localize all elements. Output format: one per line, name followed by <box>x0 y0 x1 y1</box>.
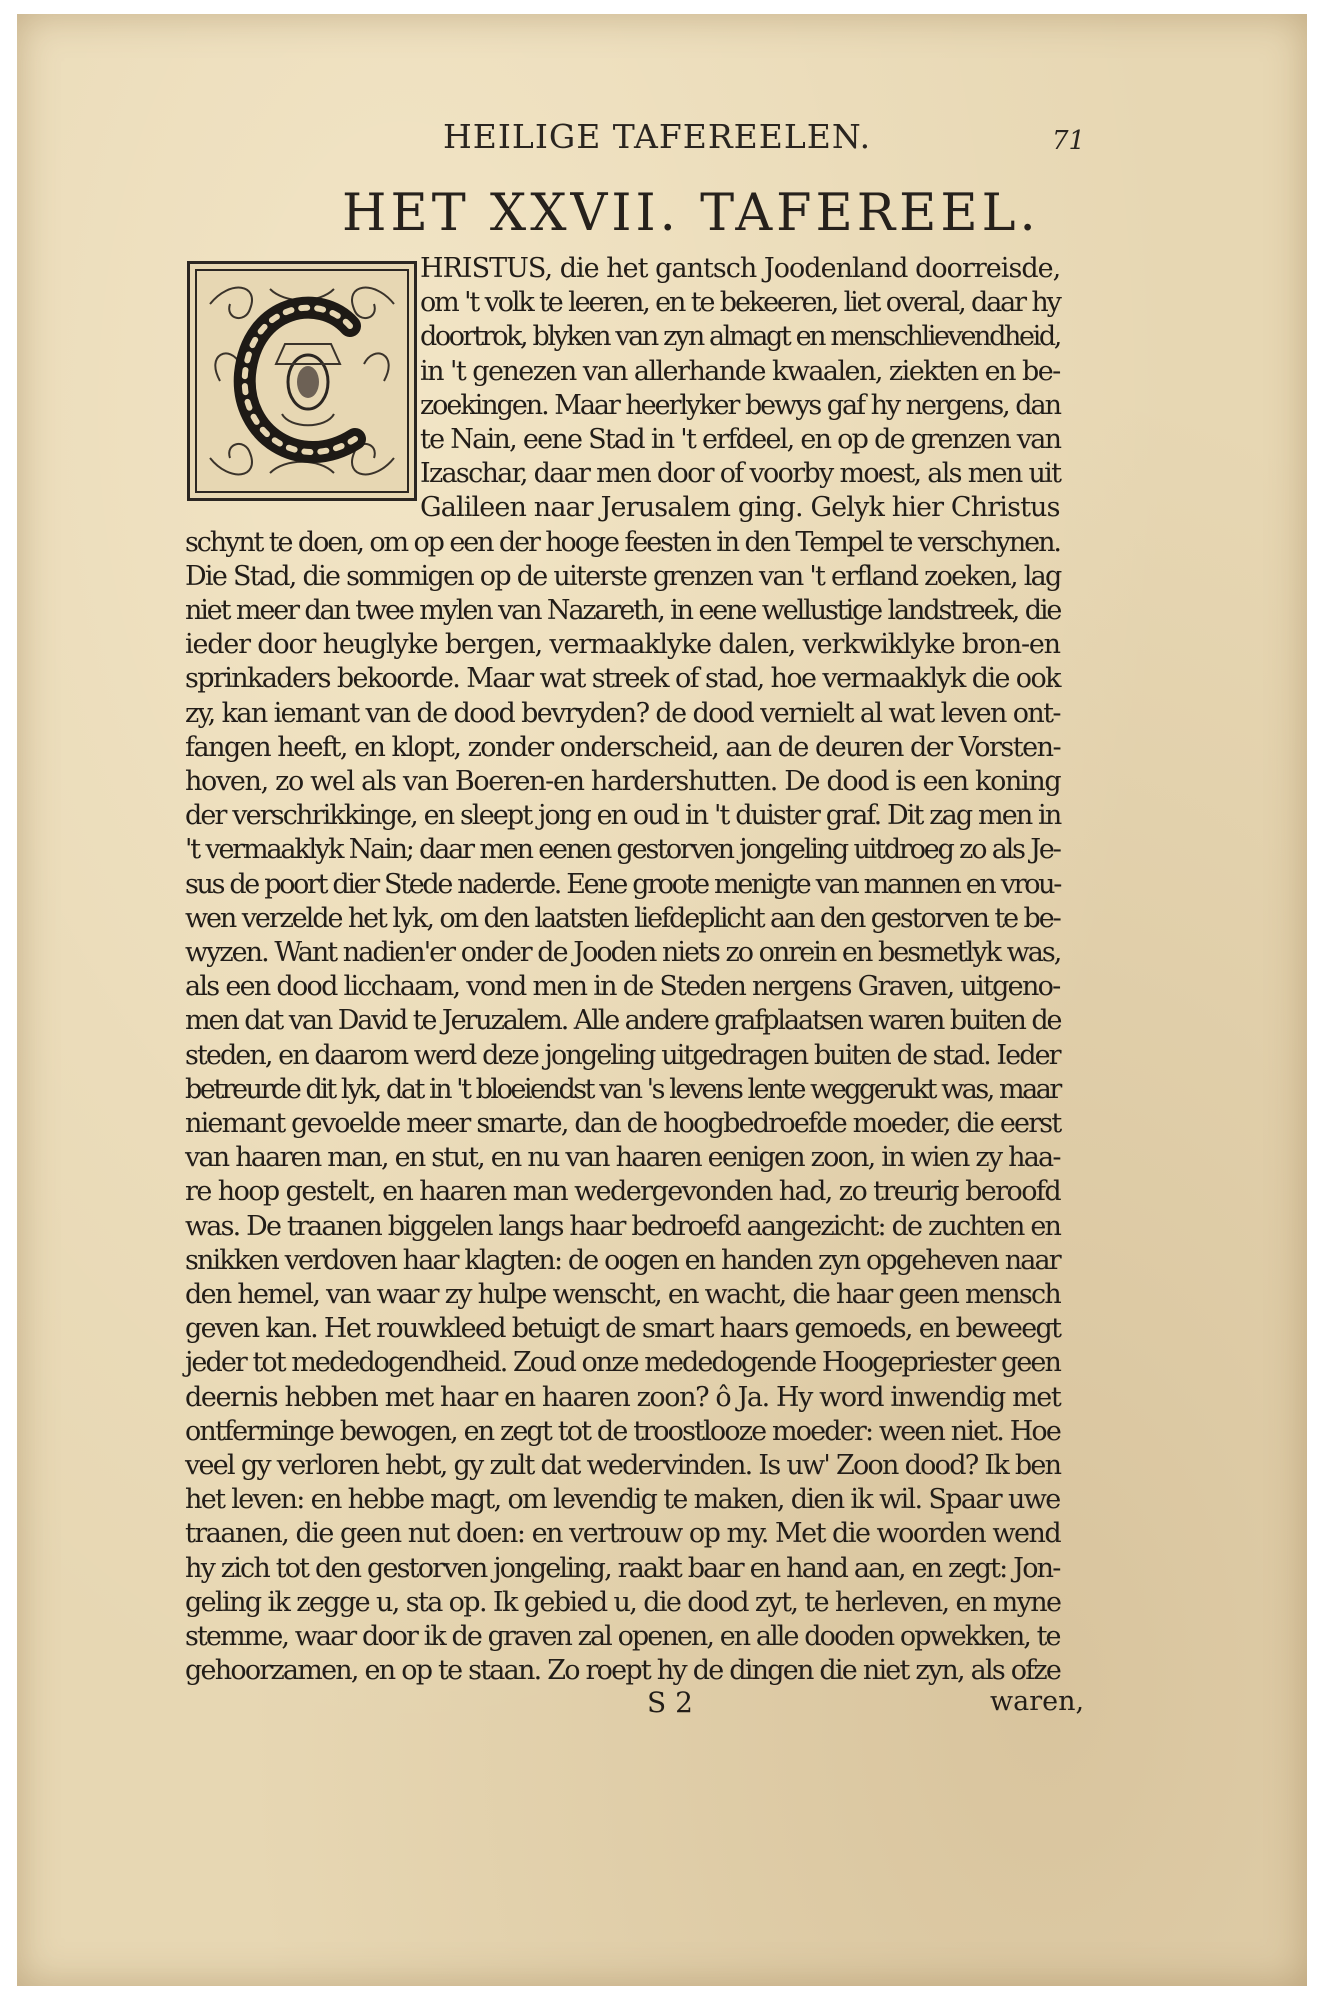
body-line: sus de poort dier Stede naderde. Eene groote menigte van mannen en vrou- <box>185 868 1060 900</box>
body-line: traanen, die geen nut doen: en vertrouw op my. Met die woorden wend <box>185 1518 1061 1550</box>
body-line: veel gy verloren hebt, gy zult dat wedervinden. Is uw' Zoon dood? Ik ben <box>185 1450 1061 1481</box>
body-line: van haaren man, en stut, en nu van haaren eenigen zoon, in wien zy haa- <box>185 1142 1060 1174</box>
body-line: stemme, waar door ik de graven zal openen, en alle dooden opwekken, te <box>185 1621 1060 1652</box>
body-line: ieder door heuglyke bergen, vermaaklyke dalen, verkwiklyke bron-en <box>185 629 1060 661</box>
body-line: betreurde dit lyk, dat in 't bloeiendst van 's levens lente weggerukt was, maar <box>185 1073 1060 1105</box>
initial-ornament-svg <box>190 264 414 498</box>
page-title: HET XXVII. TAFEREEL. <box>342 184 1040 243</box>
body-line: niemant gevoelde meer smarte, dan de hoogbedroefde moeder, die eerst <box>185 1108 1061 1139</box>
body-line: schynt te doen, om op een der hooge feesten in den Tempel te verschynen. <box>185 526 1060 558</box>
body-line: in 't genezen van allerhande kwaalen, ziekten en be- <box>420 355 1060 387</box>
signature-mark: S 2 <box>647 1686 693 1719</box>
body-line: niet meer dan twee mylen van Nazareth, in eene wellustige landstreek, die <box>185 595 1061 626</box>
body-line: doortrok, blyken van zyn almagt en menschlievendheid, <box>420 321 1060 353</box>
body-line: om 't volk te leeren, en te bekeeren, liet overal, daar hy <box>420 287 1060 319</box>
body-line: sprinkaders bekoorde. Maar wat streek of stad, hoe vermaaklyk die ook <box>185 663 1060 695</box>
body-line: ontferminge bewogen, en zegt tot de troostlooze moeder: ween niet. Hoe <box>185 1415 1060 1447</box>
body-line: Galileen naar Jerusalem ging. Gelyk hier Christus <box>420 492 1060 524</box>
body-line: was. De traanen biggelen langs haar bedroefd aangezicht: de zuchten en <box>185 1210 1061 1242</box>
ornamental-initial-C-icon <box>187 261 417 501</box>
body-line: men dat van David te Jeruzalem. Alle andere grafplaatsen waren buiten de <box>185 1005 1061 1037</box>
body-line: fangen heeft, en klopt, zonder onderscheid, aan de deuren der Vorsten- <box>185 731 1061 763</box>
body-line: te Nain, eene Stad in 't erfdeel, en op de grenzen van <box>420 424 1061 455</box>
body-line: HRISTUS, die het gantsch Joodenland doorreisde, <box>420 253 1061 284</box>
body-line: hy zich tot den gestorven jongeling, raakt baar en hand aan, en zegt: Jon- <box>185 1552 1060 1584</box>
body-line: hoven, zo wel als van Boeren-en hardershutten. De dood is een koning <box>185 766 1061 797</box>
catchword: waren, <box>990 1686 1085 1717</box>
body-line: geven kan. Het rouwkleed betuigt de smart haars gemoeds, en beweegt <box>185 1313 1061 1345</box>
body-line: Die Stad, die sommigen op de uiterste grenzen van 't erfland zoeken, lag <box>185 560 1061 592</box>
body-line: als een dood licchaam, vond men in de Steden nergens Graven, uitgeno- <box>185 971 1060 1003</box>
body-line: het leven: en hebbe magt, om levendig te maken, dien ik wil. Spaar uwe <box>185 1484 1060 1516</box>
body-line: jeder tot mededogendheid. Zoud onze mededogende Hoogepriester geen <box>185 1347 1060 1379</box>
body-line: 't vermaaklyk Nain; daar men eenen gestorven jongeling uitdroeg zo als Je- <box>185 834 1060 866</box>
paper-sheet <box>17 14 1307 1986</box>
running-head: HEILIGE TAFEREELEN. <box>443 117 872 156</box>
page-number: 71 <box>1052 126 1086 156</box>
body-line: snikken verdoven haar klagten: de oogen en handen zyn opgeheven naar <box>185 1244 1060 1276</box>
body-line: wyzen. Want nadien'er onder de Jooden niets zo onrein en besmetlyk was, <box>185 937 1061 968</box>
body-line: re hoop gestelt, en haaren man wedergevonden had, zo treurig beroofd <box>185 1176 1061 1208</box>
body-line: der verschrikkinge, en sleept jong en oud in 't duister graf. Dit zag men in <box>185 800 1061 832</box>
body-line: Izaschar, daar men door of voorby moest, als men uit <box>420 458 1061 490</box>
body-line: den hemel, van waar zy hulpe wenscht, en wacht, die haar geen mensch <box>185 1279 1061 1310</box>
body-line: deernis hebben met haar en haaren zoon? ô Ja. Hy word inwendig met <box>185 1381 1061 1413</box>
body-line: wen verzelde het lyk, om den laatsten liefdeplicht aan den gestorven te be- <box>185 902 1060 934</box>
body-line: zy, kan iemant van de dood bevryden? de dood vernielt al wat leven ont- <box>185 697 1060 729</box>
body-line: zoekingen. Maar heerlyker bewys gaf hy nergens, dan <box>420 389 1060 421</box>
body-line: steden, en daarom werd deze jongeling uitgedragen buiten de stad. Ieder <box>185 1039 1060 1071</box>
body-line: geling ik zegge u, sta op. Ik gebied u, die dood zyt, te herleven, en myne <box>185 1586 1061 1618</box>
body-line: gehoorzamen, en op te staan. Zo roept hy de dingen die niet zyn, als ofze <box>185 1655 1061 1687</box>
